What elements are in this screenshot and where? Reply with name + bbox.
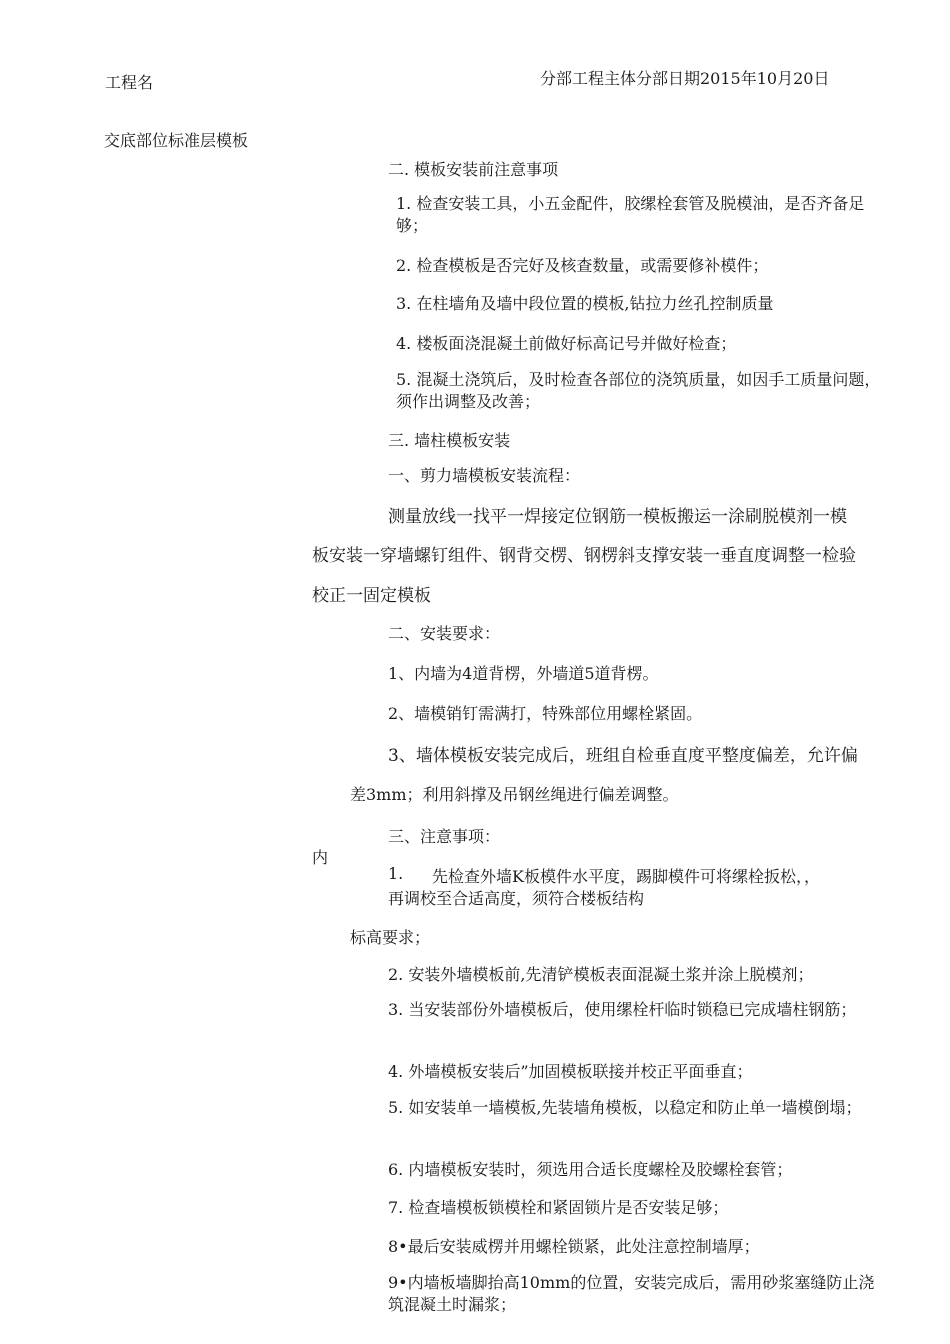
note-1-text: 先检查外墙K板模件水平度，踢脚模件可将缧栓扳松，，: [432, 867, 820, 886]
requirements-title: 二、安装要求：: [388, 624, 501, 643]
note-1-continued: 标高要求；: [350, 928, 431, 947]
s2-item-3: 3. 在柱墙角及墙中段位置的模板,钻拉力丝孔控制质量: [396, 294, 774, 313]
req-item-3: 3、墙体模板安装完成后，班组自检垂直度平整度偏差，允许偏: [388, 746, 858, 766]
flow-line-3: 校正一固定模板: [312, 586, 431, 606]
note-4: 4. 外墙模板安装后”加固模板联接并校正平面垂直；: [388, 1062, 753, 1081]
note-3: 3. 当安装部份外墙模板后，使用缧栓杆临时锁稳已完成墙柱钢筋；: [388, 1000, 857, 1019]
s2-item-2: 2. 检查模板是否完好及核查数量，或需要修补模件；: [396, 256, 769, 275]
notes-title: 三、注意事项：: [388, 827, 501, 846]
note-7: 7. 检查墙模板锁模栓和紧固锁片是否安装足够；: [388, 1198, 729, 1217]
req-item-2: 2、墙模销钉需满打，特殊部位用螺栓紧固。: [388, 704, 703, 723]
note-9: 9•内墙板墙脚抬高10mm的位置，安装完成后，需用砂浆塞缝防止浇筑混凝土时漏浆；: [388, 1273, 875, 1314]
req-item-1: 1、内墙为4道背楞，外墙道5道背楞。: [388, 664, 659, 683]
section-2-title: 二. 模板安装前注意事项: [388, 160, 559, 179]
note-8: 8•最后安装威楞并用螺栓锁紧，此处注意控制墙厚；: [388, 1237, 760, 1256]
note-1-number: 1.: [388, 864, 404, 883]
s2-item-4: 4. 楼板面浇混凝土前做好标高记号并做好检查；: [396, 334, 737, 353]
note-2: 2. 安装外墙模板前,先清铲模板表面混凝土浆并涂上脱模剂；: [388, 965, 814, 984]
project-name-label: 工程名: [105, 73, 154, 92]
flow-line-1: 测量放线一找平一焊接定位钢筋一模板搬运一涂刷脱模剂一模: [388, 507, 847, 527]
s2-item-1: 1. 检查安装工具，小五金配件，胶缧栓套管及脱模油，是否齐备足够；: [396, 194, 865, 235]
flow-line-2: 板安装一穿墙螺钉组件、钢背交楞、钢楞斜支撑安装一垂直度调整一检验: [312, 546, 856, 566]
section-3-title: 三. 墙柱模板安装: [388, 431, 511, 450]
req-item-3-continued: 差3mm；利用斜撑及吊钢丝绳进行偏差调整。: [350, 785, 679, 804]
handover-part-label: 交底部位标准层模板: [104, 131, 249, 150]
side-label: 内: [312, 848, 329, 867]
s2-item-5: 5. 混凝土浇筑后，及时检查各部位的浇筑质量，如因手工质量问题，须作出调整及改善；: [396, 370, 881, 411]
division-info: 分部工程主体分部日期2015年10月20日: [540, 69, 830, 88]
flow-title: 一、剪力墙模板安装流程：: [388, 466, 581, 485]
note-1-line-2: 再调校至合适高度，须符合楼板结构: [388, 889, 645, 908]
note-5: 5. 如安装单一墙模板,先装墙角模板，以稳定和防止单一墙模倒塌；: [388, 1098, 862, 1117]
note-6: 6. 内墙模板安装时，须选用合适长度螺栓及胶螺栓套管；: [388, 1160, 793, 1179]
